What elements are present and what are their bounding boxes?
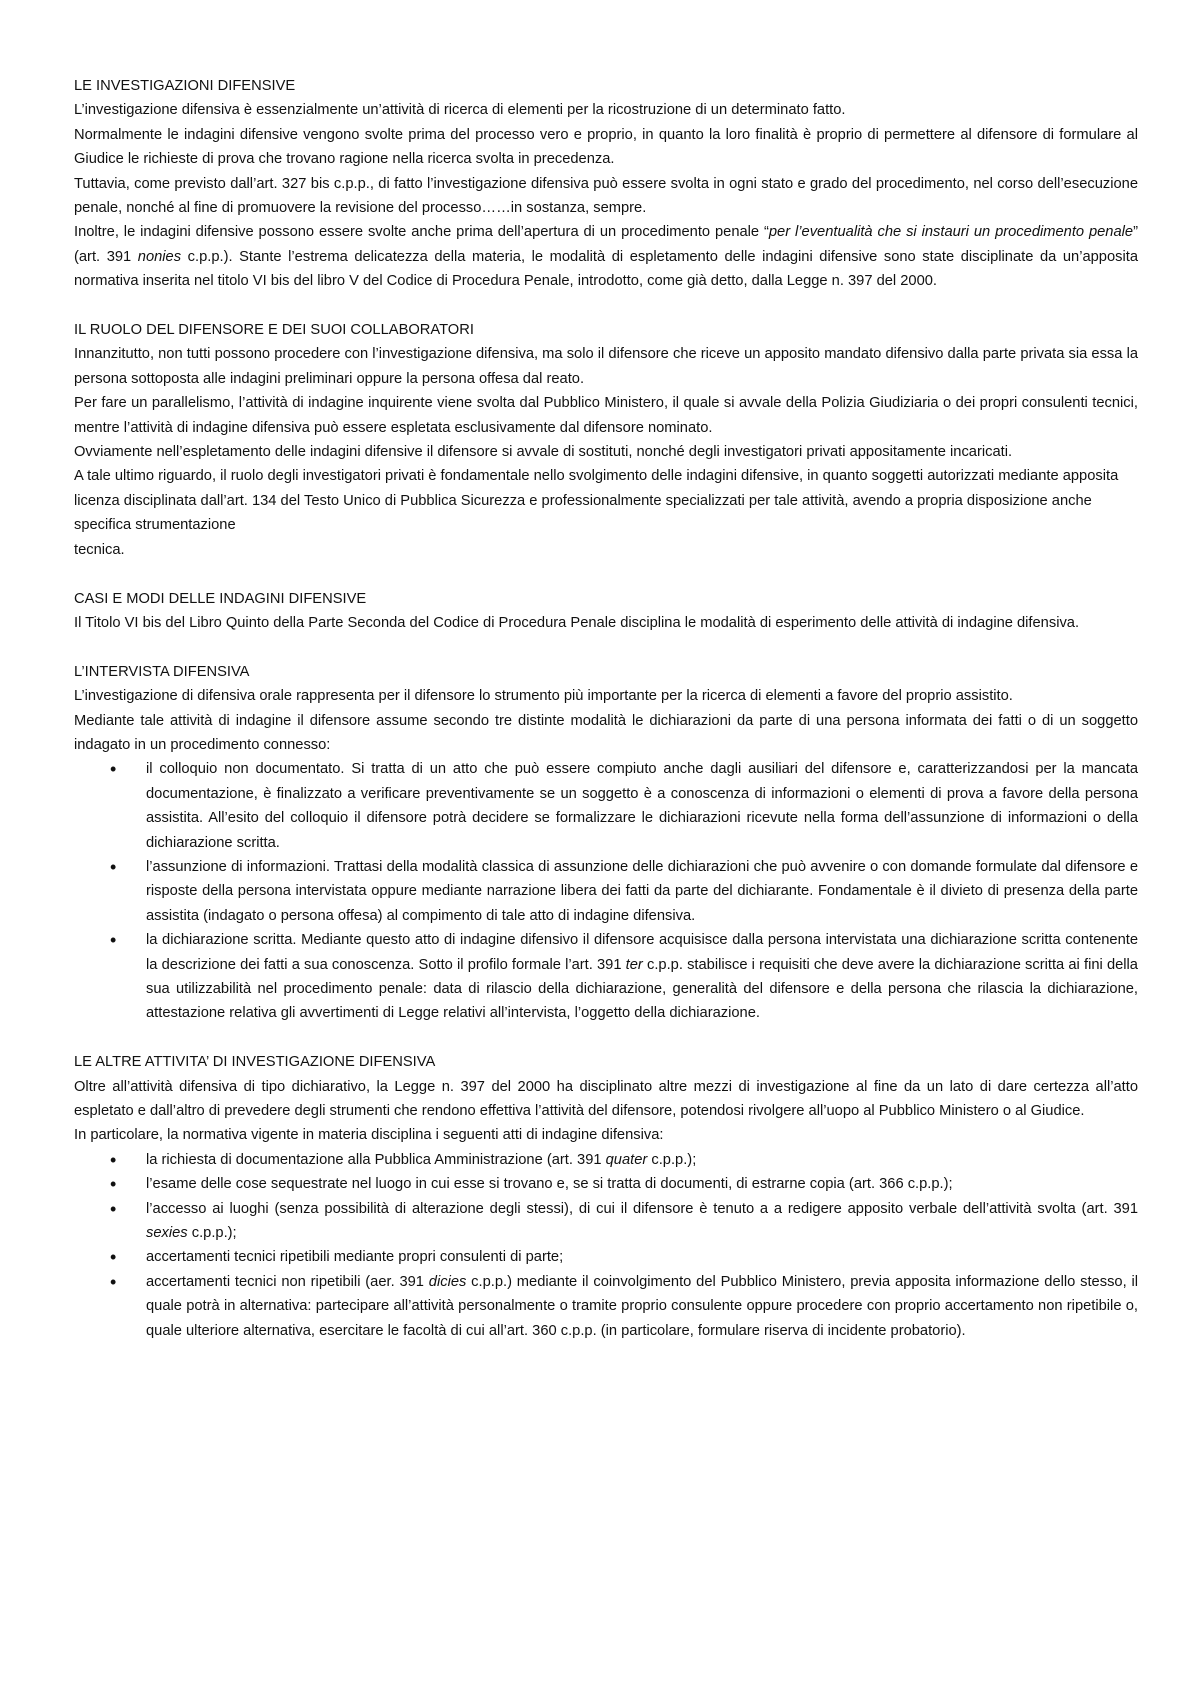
paragraph: L’investigazione difensiva è essenzialmente un’attività di ricerca di elementi per la ricostruzione di un determinato fatto.: [74, 102, 846, 119]
paragraph: In particolare, la normativa vigente in materia disciplina i seguenti atti di indagine difensiva:: [74, 1127, 664, 1144]
section-altre-attivita: [74, 1050, 1138, 1343]
italic-text: ter: [625, 956, 643, 973]
text-run: c.p.p.) mediante il coinvolgimento del Pubblico Ministero, previa apposita informazione dello stesso, il quale potrà in alternativa: partecipare all’attività personalmente o tramite proprio consulente oppure procedere con proprio accertamento non ripetibile o, quale ulteriore alternativa, esercitare le facoltà di cui all’art. 360 c.p.p. (in particolare, formulare riserva di incidente probatorio).: [146, 1273, 1138, 1339]
text-run: ” (art. 391: [74, 224, 1138, 265]
spacer: [74, 635, 1138, 659]
text-run: c.p.p.);: [187, 1225, 237, 1242]
italic-text: quater: [605, 1151, 648, 1168]
section-casi-e-modi: [74, 587, 1138, 636]
section-heading: LE INVESTIGAZIONI DIFENSIVE: [74, 78, 296, 94]
section-heading: IL RUOLO DEL DIFENSORE E DEI SUOI COLLABORATORI: [74, 322, 474, 339]
text-run: c.p.p. stabilisce i requisiti che deve avere la dichiarazione scritta ai fini della sua utilizzabilità nel procedimento penale: data di rilascio della dichiarazione, generalità del difensore e della persona che rilascia la dichiarazione, attestazione relativa gli avvertimenti di Legge relativi all’intervista, l’oggetto della dichiarazione.: [146, 956, 1138, 1022]
text-run: la richiesta di documentazione alla Pubblica Amministrazione (art. 391: [146, 1151, 606, 1168]
section-heading: L’INTERVISTA DIFENSIVA: [74, 663, 250, 680]
italic-text: per l’eventualità che si instauri un procedimento penale: [768, 224, 1134, 241]
paragraph: Per fare un parallelismo, l’attività di indagine inquirente viene svolta dal Pubblico Ministero, il quale si avvale della Polizia Giudiziaria o dei propri consulenti tecnici, mentre l’attività di indagine difensiva può essere espletata esclusivamente dal difensore nominato.: [74, 395, 1138, 436]
text-run: c.p.p.);: [647, 1151, 697, 1168]
spacer: [74, 294, 1138, 318]
list-item: • l’assunzione di informazioni. Trattasi della modalità classica di assunzione delle dichiarazioni che può avvenire o con domande formulate dal difensore e risposte della persona intervistata oppure mediante narrazione libera dei fatti da parte del dichiarante. Fondamentale è il divieto di presenza della parte assistita (indagato o persona offesa) al compimento di tale atto di indagine difensiva.: [146, 855, 1138, 928]
list-item: • accertamenti tecnici ripetibili mediante propri consulenti di parte;: [146, 1245, 1138, 1269]
section-intervista-difensiva: [74, 660, 1138, 1026]
paragraph: tecnica.: [74, 541, 125, 558]
italic-text: sexies: [146, 1225, 188, 1242]
paragraph: Innanzitutto, non tutti possono procedere con l’investigazione difensiva, ma solo il difensore che riceve un apposito mandato difensivo dalla parte privata sia essa la persona sottoposta alle indagini preliminari oppure la persona offesa dal reato.: [74, 346, 1138, 387]
paragraph: A tale ultimo riguardo, il ruolo degli investigatori privati è fondamentale nello svolgimento delle indagini difensive, in quanto soggetti autorizzati mediante apposita licenza disciplinata dall’art. 134 del Testo Unico di Pubblica Sicurezza e professionalmente specializzati per tale attività, avendo a propria disposizione anche specifica strumentazione: [74, 468, 1119, 534]
text-run: accertamenti tecnici non ripetibili (aer. 391: [146, 1273, 429, 1290]
section-heading: LE ALTRE ATTIVITA’ DI INVESTIGAZIONE DIFENSIVA: [74, 1054, 436, 1071]
list-item: [146, 1270, 1138, 1343]
text-run: c.p.p.). Stante l’estrema delicatezza della materia, le modalità di espletamento delle indagini difensive sono state disciplinate da un’apposita normativa inserita nel titolo VI bis del libro V del Codice di Procedura Penale, introdotto, come già detto, dalla Legge n. 397 del 2000.: [74, 248, 1138, 290]
list-item: [146, 1148, 1138, 1172]
bullet-list: [74, 757, 1138, 1025]
section-investigazioni-difensive: [74, 74, 1138, 294]
paragraph: [74, 220, 1138, 293]
paragraph: L’investigazione di difensiva orale rappresenta per il difensore lo strumento più importante per la ricerca di elementi a favore del proprio assistito.: [74, 688, 1013, 705]
text-run: l’accesso ai luoghi (senza possibilità di alterazione degli stessi), di cui il difensore è tenuto a a redigere apposito verbale dell’attività svolta (art. 391: [146, 1200, 1138, 1217]
text-run: Inoltre, le indagini difensive possono essere svolte anche prima dell’apertura di un procedimento penale “: [74, 224, 769, 241]
document-page: [74, 74, 1138, 1343]
list-item: • l’esame delle cose sequestrate nel luogo in cui esse si trovano e, se si tratta di documenti, di estrarne copia (art. 366 c.p.p.);: [146, 1172, 1138, 1196]
spacer: [74, 562, 1138, 586]
list-item: • il colloquio non documentato. Si tratta di un atto che può essere compiuto anche dagli ausiliari del difensore e, caratterizzandosi per la mancata documentazione, è finalizzato a verificare preventivamente se un soggetto è a conoscenza di informazioni o elementi di prova a favore della persona assistita. All’esito del colloquio il difensore potrà decidere se formalizzare le dichiarazioni ricevute nella forma dell’assunzione di informazioni o della dichiarazione scritta.: [146, 757, 1138, 855]
paragraph: Mediante tale attività di indagine il difensore assume secondo tre distinte modalità le dichiarazioni da parte di una persona informata dei fatti o di un soggetto indagato in un procedimento connesso:: [74, 712, 1138, 753]
italic-text: nonies: [137, 248, 182, 265]
italic-text: dicies: [428, 1273, 467, 1290]
paragraph: Ovviamente nell’espletamento delle indagini difensive il difensore si avvale di sostituti, nonché degli investigatori privati appositamente incaricati.: [74, 444, 1013, 461]
paragraph: Tuttavia, come previsto dall’art. 327 bis c.p.p., di fatto l’investigazione difensiva può essere svolta in ogni stato e grado del procedimento, nel corso dell’esecuzione penale, nonché al fine di promuovere la revisione del processo……in sostanza, sempre.: [74, 175, 1138, 217]
paragraph: Normalmente le indagini difensive vengono svolte prima del processo vero e proprio, in quanto la loro finalità è proprio di permettere al difensore di formulare al Giudice le richieste di prova che trovano ragione nella ricerca svolta in precedenza.: [74, 126, 1138, 168]
bullet-list: [74, 1148, 1138, 1343]
paragraph: Il Titolo VI bis del Libro Quinto della Parte Seconda del Codice di Procedura Penale disciplina le modalità di esperimento delle attività di indagine difensiva.: [74, 614, 1080, 631]
text-run: la dichiarazione scritta. Mediante questo atto di indagine difensivo il difensore acquisisce dalla persona intervistata una dichiarazione scritta contenente la descrizione dei fatti a sua conoscenza. Sotto il profilo formale l’art. 391: [146, 932, 1138, 973]
list-item: [146, 928, 1138, 1026]
list-item: [146, 1197, 1138, 1246]
section-ruolo-difensore: [74, 318, 1138, 562]
paragraph: Oltre all’attività difensiva di tipo dichiarativo, la Legge n. 397 del 2000 ha disciplinato altre mezzi di investigazione al fine da un lato di dare certezza all’atto espletato e dall’altro di prevedere degli strumenti che rendono effettiva l’attività del difensore, potendosi rivolgere all’uopo al Pubblico Ministero o al Giudice.: [74, 1078, 1138, 1119]
section-heading: CASI E MODI DELLE INDAGINI DIFENSIVE: [74, 590, 367, 607]
spacer: [74, 1026, 1138, 1050]
